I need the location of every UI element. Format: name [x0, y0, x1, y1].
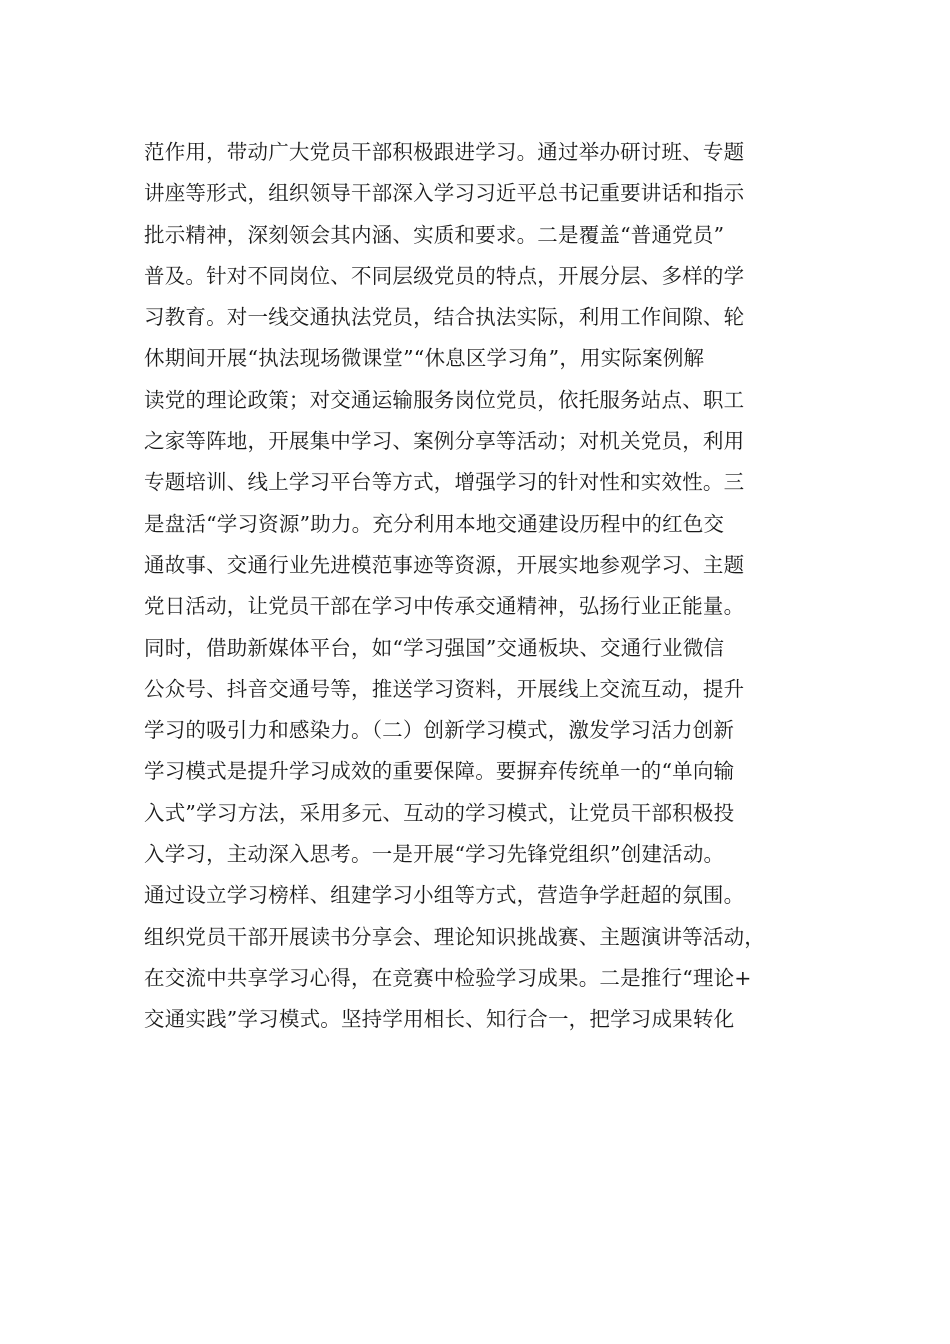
- text-line: 是盘活“学习资源”助力。充分利用本地交通建设历程中的红色交: [144, 511, 725, 536]
- text-line: 在交流中共享学习心得，在竞赛中检验学习成果。二是推行“理论+: [144, 965, 752, 990]
- text-line: 习教育。对一线交通执法党员，结合执法实际，利用工作间隙、轮: [144, 305, 745, 330]
- text-line: 入式”学习方法，采用多元、互动的学习模式，让党员干部积极投: [144, 800, 735, 825]
- text-line: 休期间开展“执法现场微课堂”“休息区学习角”，用实际案例解: [144, 346, 705, 371]
- text-line: 通过设立学习榜样、组建学习小组等方式，营造争学赶超的氛围。: [144, 883, 745, 908]
- text-line: 之家等阵地，开展集中学习、案例分享等活动；对机关党员，利用: [144, 429, 745, 454]
- text-line: 入学习，主动深入思考。一是开展“学习先锋党组织”创建活动。: [144, 842, 725, 867]
- text-line: 同时，借助新媒体平台，如“学习强国”交通板块、交通行业微信: [144, 635, 725, 660]
- text-line: 学习模式是提升学习成效的重要保障。要摒弃传统单一的“单向输: [144, 759, 735, 784]
- text-line: 党日活动，让党员干部在学习中传承交通精神，弘扬行业正能量。: [144, 594, 745, 619]
- text-line: 交通实践”学习模式。坚持学用相长、知行合一，把学习成果转化: [144, 1007, 735, 1032]
- text-line: 范作用，带动广大党员干部积极跟进学习。通过举办研讨班、专题: [144, 140, 745, 164]
- text-line: 读党的理论政策；对交通运输服务岗位党员，依托服务站点、职工: [144, 387, 745, 412]
- text-line: 普及。针对不同岗位、不同层级党员的特点，开展分层、多样的学: [144, 263, 745, 288]
- body-text: [144, 132, 824, 1041]
- text-line: 组织党员干部开展读书分享会、理论知识挑战赛、主题演讲等活动，: [144, 924, 765, 949]
- text-line: 学习的吸引力和感染力。（二）创新学习模式，激发学习活力创新: [144, 718, 735, 743]
- text-line: 批示精神，深刻领会其内涵、实质和要求。二是覆盖“普通党员”: [144, 222, 725, 247]
- text-line: 公众号、抖音交通号等，推送学习资料，开展线上交流互动，提升: [144, 676, 745, 701]
- text-line: 专题培训、线上学习平台等方式，增强学习的针对性和实效性。三: [144, 470, 745, 495]
- text-line: 通故事、交通行业先进模范事迹等资源，开展实地参观学习、主题: [144, 552, 745, 577]
- text-line: 讲座等形式，组织领导干部深入学习习近平总书记重要讲话和指示: [144, 181, 745, 206]
